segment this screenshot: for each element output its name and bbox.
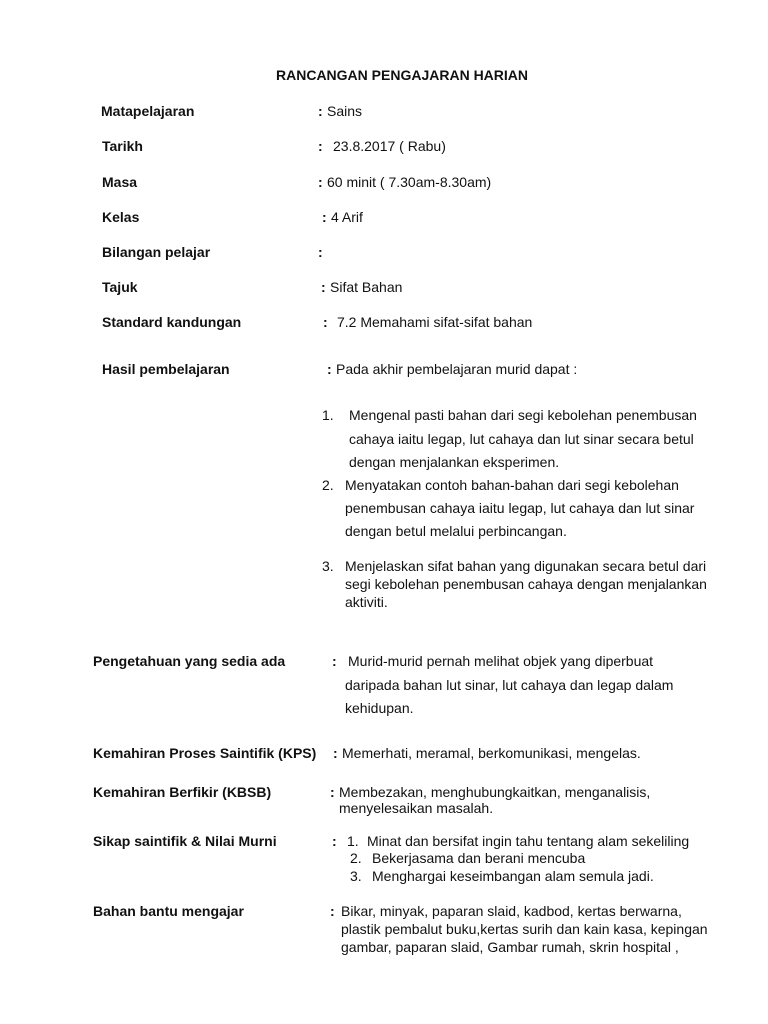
objective-line: segi kebolehan penembusan cahaya dengan menjalankan [345,576,707,592]
objective-line: cahaya iaitu legap, lut cahaya dan lut sinar secara betul [349,431,694,447]
colon: : [330,784,335,800]
objective-number: 2. [322,477,334,493]
label-tarikh: Tarikh [102,138,143,154]
sikap-item: Bekerjasama dan berani mencuba [372,850,586,866]
sikap-number: 3. [350,868,362,884]
colon: : [323,314,328,330]
sikap-item: Menghargai keseimbangan alam semula jadi. [372,868,654,884]
objective-number: 1. [322,407,334,423]
label-hasil: Hasil pembelajaran [102,361,230,377]
sikap-number: 1. [347,833,359,849]
objective-line: dengan betul melalui perbincangan. [345,523,567,539]
kbsb-line: menyelesaikan masalah. [339,800,494,816]
pengetahuan-line: daripada bahan lut sinar, lut cahaya dan legap dalam [345,677,674,693]
label-bahan: Bahan bantu mengajar [93,903,244,919]
kbsb-line: Membezakan, menghubungkaitkan, menganalisis, [339,784,651,800]
value-tajuk: Sifat Bahan [330,279,403,295]
sikap-number: 2. [350,850,362,866]
objective-line: Menjelaskan sifat bahan yang digunakan secara betul dari [345,558,707,574]
colon: : [318,138,323,154]
colon: : [332,833,337,849]
label-tajuk: Tajuk [102,279,138,295]
value-hasil: Pada akhir pembelajaran murid dapat : [336,361,578,377]
colon: : [318,103,323,119]
bahan-line: plastik pembalut buku,kertas surih dan kain kasa, kepingan [341,921,708,937]
label-kbsb: Kemahiran Berfikir (KBSB) [93,784,272,800]
colon: : [327,361,332,377]
value-tarikh: 23.8.2017 ( Rabu) [333,138,446,154]
objective-number: 3. [322,558,334,574]
pengetahuan-line: Murid-murid pernah melihat objek yang diperbuat [348,653,654,669]
label-masa: Masa [102,174,138,190]
bahan-line: gambar, paparan slaid, Gambar rumah, skrin hospital , [341,939,679,955]
label-bilangan: Bilangan pelajar [102,244,211,260]
label-matapelajaran: Matapelajaran [101,103,195,119]
colon: : [332,653,337,669]
value-kps: Memerhati, meramal, berkomunikasi, mengelas. [342,745,641,761]
value-matapelajaran: Sains [327,103,363,119]
colon: : [330,903,335,919]
objective-line: penembusan cahaya iaitu legap, lut cahaya dan lut sinar [345,500,695,516]
colon: : [318,174,323,190]
label-sikap: Sikap saintifik & Nilai Murni [93,833,277,849]
objective-line: aktiviti. [345,594,388,610]
value-masa: 60 minit ( 7.30am-8.30am) [327,174,492,190]
objective-line: Menyatakan contoh bahan-bahan dari segi kebolehan [345,477,679,493]
objective-line: Mengenal pasti bahan dari segi kebolehan penembusan [349,407,697,423]
value-standard: 7.2 Memahami sifat-sifat bahan [337,314,533,330]
sikap-item: Minat dan bersifat ingin tahu tentang alam sekeliling [367,833,690,849]
label-pengetahuan: Pengetahuan yang sedia ada [93,653,286,669]
colon: : [318,244,323,260]
label-kps: Kemahiran Proses Saintifik (KPS) [93,745,317,761]
value-kelas: 4 Arif [331,209,363,225]
colon: : [321,279,326,295]
colon: : [322,209,327,225]
colon: : [333,745,338,761]
page-title: RANCANGAN PENGAJARAN HARIAN [276,67,529,83]
label-kelas: Kelas [102,209,140,225]
label-standard: Standard kandungan [102,314,242,330]
bahan-line: Bikar, minyak, paparan slaid, kadbod, kertas berwarna, [341,903,682,919]
objective-line: dengan menjalankan eksperimen. [349,454,560,470]
pengetahuan-line: kehidupan. [345,700,414,716]
